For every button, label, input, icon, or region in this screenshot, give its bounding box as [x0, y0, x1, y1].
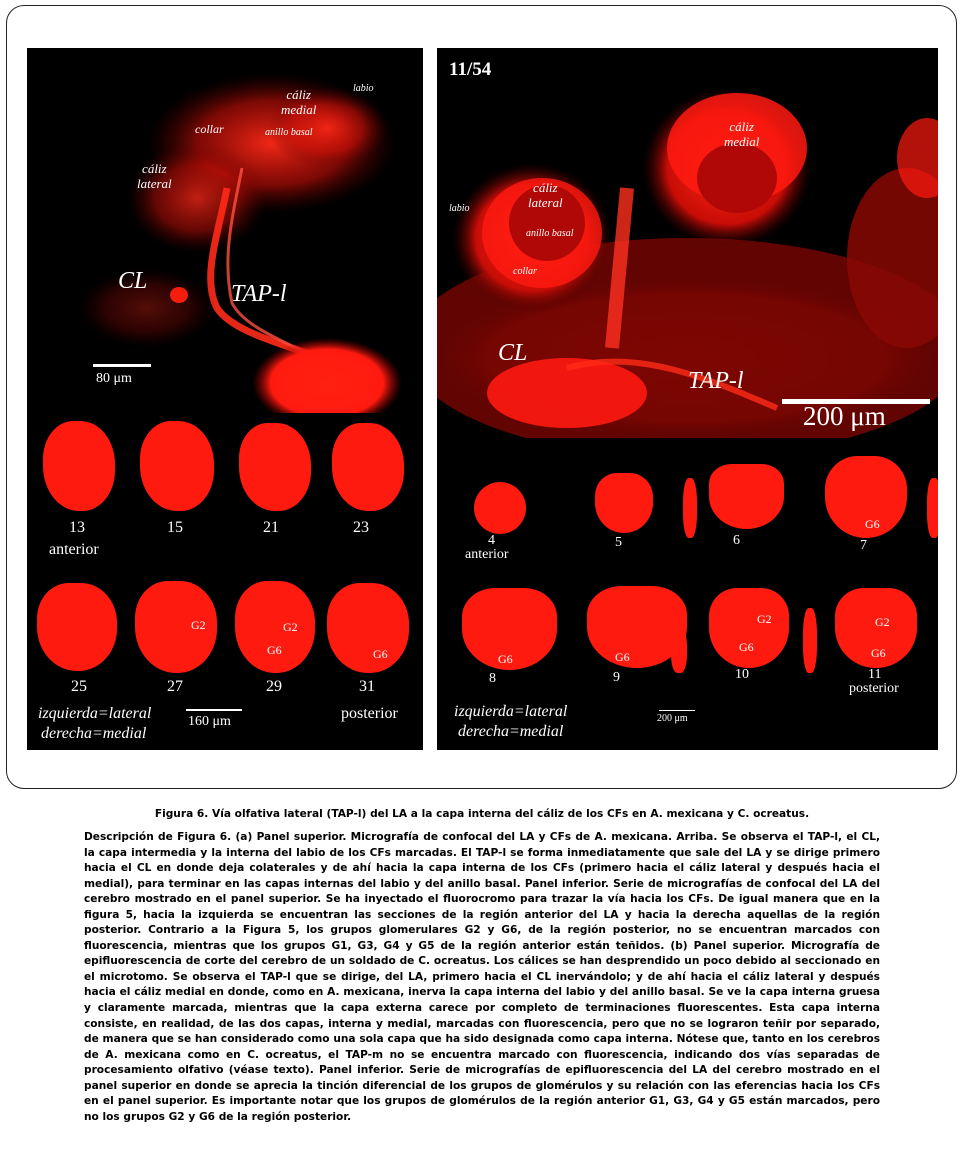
posterior-label: posterior: [341, 705, 398, 722]
label-anillo-basal: anillo basal: [265, 127, 313, 138]
section-number-31: 31: [359, 678, 375, 695]
section-10: [709, 588, 789, 668]
section-21: [239, 423, 311, 511]
section-edge-b: [927, 478, 938, 538]
section-edge-d: [671, 628, 687, 673]
g6-label-29: G6: [267, 643, 282, 657]
label-collar: collar: [195, 122, 224, 136]
section-5: [595, 473, 653, 533]
section-number-29: 29: [266, 678, 282, 695]
section-edge-a: [683, 478, 697, 538]
g6-label-9: G6: [615, 650, 630, 664]
scale-bar-200-small: [659, 710, 695, 711]
anterior-label: anterior: [49, 541, 99, 558]
scale-bar-160: [186, 709, 242, 711]
label-cl: CL: [118, 268, 148, 294]
scale-label-200-small: 200 μm: [657, 713, 688, 724]
section-number-9: 9: [613, 670, 620, 685]
section-number-11: 11: [868, 667, 882, 682]
section-number-21: 21: [263, 519, 279, 536]
section-number-27: 27: [167, 678, 183, 695]
section-4: [474, 482, 526, 534]
section-number-23: 23: [353, 519, 369, 536]
section-29: [235, 581, 315, 673]
scale-label-80: 80 μm: [96, 371, 132, 386]
scale-label-160: 160 μm: [188, 714, 231, 729]
label-labio: labio: [353, 83, 374, 94]
label-caliz-medial-b: cáliz medial: [724, 119, 760, 149]
label-caliz-medial: cáliz medial: [281, 87, 317, 117]
section-count: 11/54: [449, 59, 492, 80]
label-cl-b: CL: [498, 340, 528, 366]
section-15: [140, 421, 214, 511]
orientation-left: izquierda=lateral: [38, 705, 152, 722]
g2-label-29: G2: [283, 620, 298, 634]
g2-label-10: G2: [757, 612, 772, 626]
section-31: [327, 583, 409, 673]
scale-label-200: 200 μm: [803, 401, 886, 431]
orientation-right: derecha=medial: [41, 725, 147, 742]
orientation-left-b: izquierda=lateral: [454, 703, 568, 720]
g6-label-7: G6: [865, 517, 880, 531]
section-number-13: 13: [69, 519, 85, 536]
label-collar-b: collar: [513, 266, 537, 277]
anterior-label-b: anterior: [465, 547, 509, 562]
figure-title: Figura 6. Vía olfativa lateral (TAP-l) del LA a la capa interna del cáliz de los CFs en A. mexicana y C. ocreatus.: [154, 808, 810, 820]
scale-bar-80: [93, 364, 151, 367]
section-number-25: 25: [71, 678, 87, 695]
section-13: [43, 421, 115, 511]
panel-a-top-fluorescence: [27, 48, 423, 413]
g2-label-11: G2: [875, 615, 890, 629]
section-number-10: 10: [735, 667, 749, 682]
label-labio-b: labio: [449, 203, 470, 214]
g2-label-27: G2: [191, 618, 206, 632]
section-6: [709, 464, 784, 529]
section-edge-c: [803, 608, 817, 673]
section-number-4: 4: [488, 533, 495, 548]
g6-label-11: G6: [871, 646, 886, 660]
label-tap-l: TAP-l: [231, 281, 287, 307]
panel-b-top-micrograph: [437, 48, 938, 438]
section-23: [332, 423, 404, 511]
g6-label-10: G6: [739, 640, 754, 654]
g6-label-31: G6: [373, 647, 388, 661]
panel-b-bottom-series: [437, 438, 938, 750]
orientation-right-b: derecha=medial: [458, 723, 564, 740]
label-caliz-lateral: cáliz lateral: [137, 161, 172, 191]
label-caliz-lateral-b: cáliz lateral: [528, 180, 563, 210]
label-tap-l-b: TAP-l: [688, 368, 744, 394]
posterior-label-b: posterior: [849, 681, 899, 696]
label-anillo-basal-b: anillo basal: [526, 228, 574, 239]
section-number-7: 7: [860, 538, 867, 553]
g6-label-8: G6: [498, 652, 513, 666]
section-number-6: 6: [733, 533, 740, 548]
panel-a-top-micrograph: [27, 48, 423, 413]
section-number-5: 5: [615, 535, 622, 550]
section-25: [37, 583, 117, 671]
panel-a-bottom-series: [27, 413, 423, 750]
figure-description: Descripción de Figura 6. (a) Panel superior. Micrografía de confocal del LA y CFs de A. mexicana. Arriba. Se observa el TAP-l, el CL, la capa intermedia y la interna del labio de los CFs marcadas. El TAP-l se forma inmediatamente que sale del LA y se dirige primero hacia el CL en donde deja colaterales y de ahí hacia la capa interna de los CFs (primero hacia el cáliz lateral y después hacia el medial), para terminar en las capas internas del labio y del anillo basal. Panel inferior. Serie de micrografías de confocal del LA del cerebro mostrado en el panel superior. Se ha inyectado el fluorocromo para trazar la vía hacia los CFs. De igual manera que en la figura 5, hacia la izquierda se encuentran las secciones de la región anterior del LA y hacia la derecha aquellas de la región posterior. Contrario a la Figura 5, los grupos glomerulares G2 y G6, de la región posterior, no se encuentran marcados con fluorescencia, mientras que los grupos G1, G3, G4 y G5 de la región anterior están teñidos. (b) Panel superior. Micrografía de epifluorescencia de corte del cerebro de un soldado de C. ocreatus. Los cálices se han desprendido un poco debido al seccionado en el microtomo. Se observa el TAP-l que se dirige, del LA, primero hacia el CL inervándolo; y de ahí hacia el cáliz lateral y después hacia el cáliz medial en donde, como en A. mexicana, inerva la capa interna del labio y del anillo basal. Se ve la capa interna gruesa y claramente marcada, mientras que la capa externa carece por completo de terminaciones fluorescentes. Esta capa interna consiste, en realidad, de las dos capas, interna y medial, marcadas con fluorescencia, pero que no se lograron teñir por separado, de manera que se han considerado como una sola capa que ha sido designada como capa interna. Nótese que, tanto en los cerebros de A. mexicana como en C. ocreatus, el TAP-m no se encuentra marcado con fluorescencia, indicando dos vías separadas de procesamiento olfativo (véase texto). Panel inferior. Serie de micrografías de epifluorescencia del LA del cerebro mostrado en el panel superior en donde se aprecia la tinción diferencial de los grupos de glomérulos y su relación con las eferencias hacia los CFs en el panel superior. Es importante notar que los grupos de glomérulos de la región anterior G1, G3, G4 y G5 están marcados, pero no los grupos G2 y G6 de la región posterior.: [84, 831, 880, 1123]
section-number-15: 15: [167, 519, 183, 536]
section-number-8: 8: [489, 671, 496, 686]
